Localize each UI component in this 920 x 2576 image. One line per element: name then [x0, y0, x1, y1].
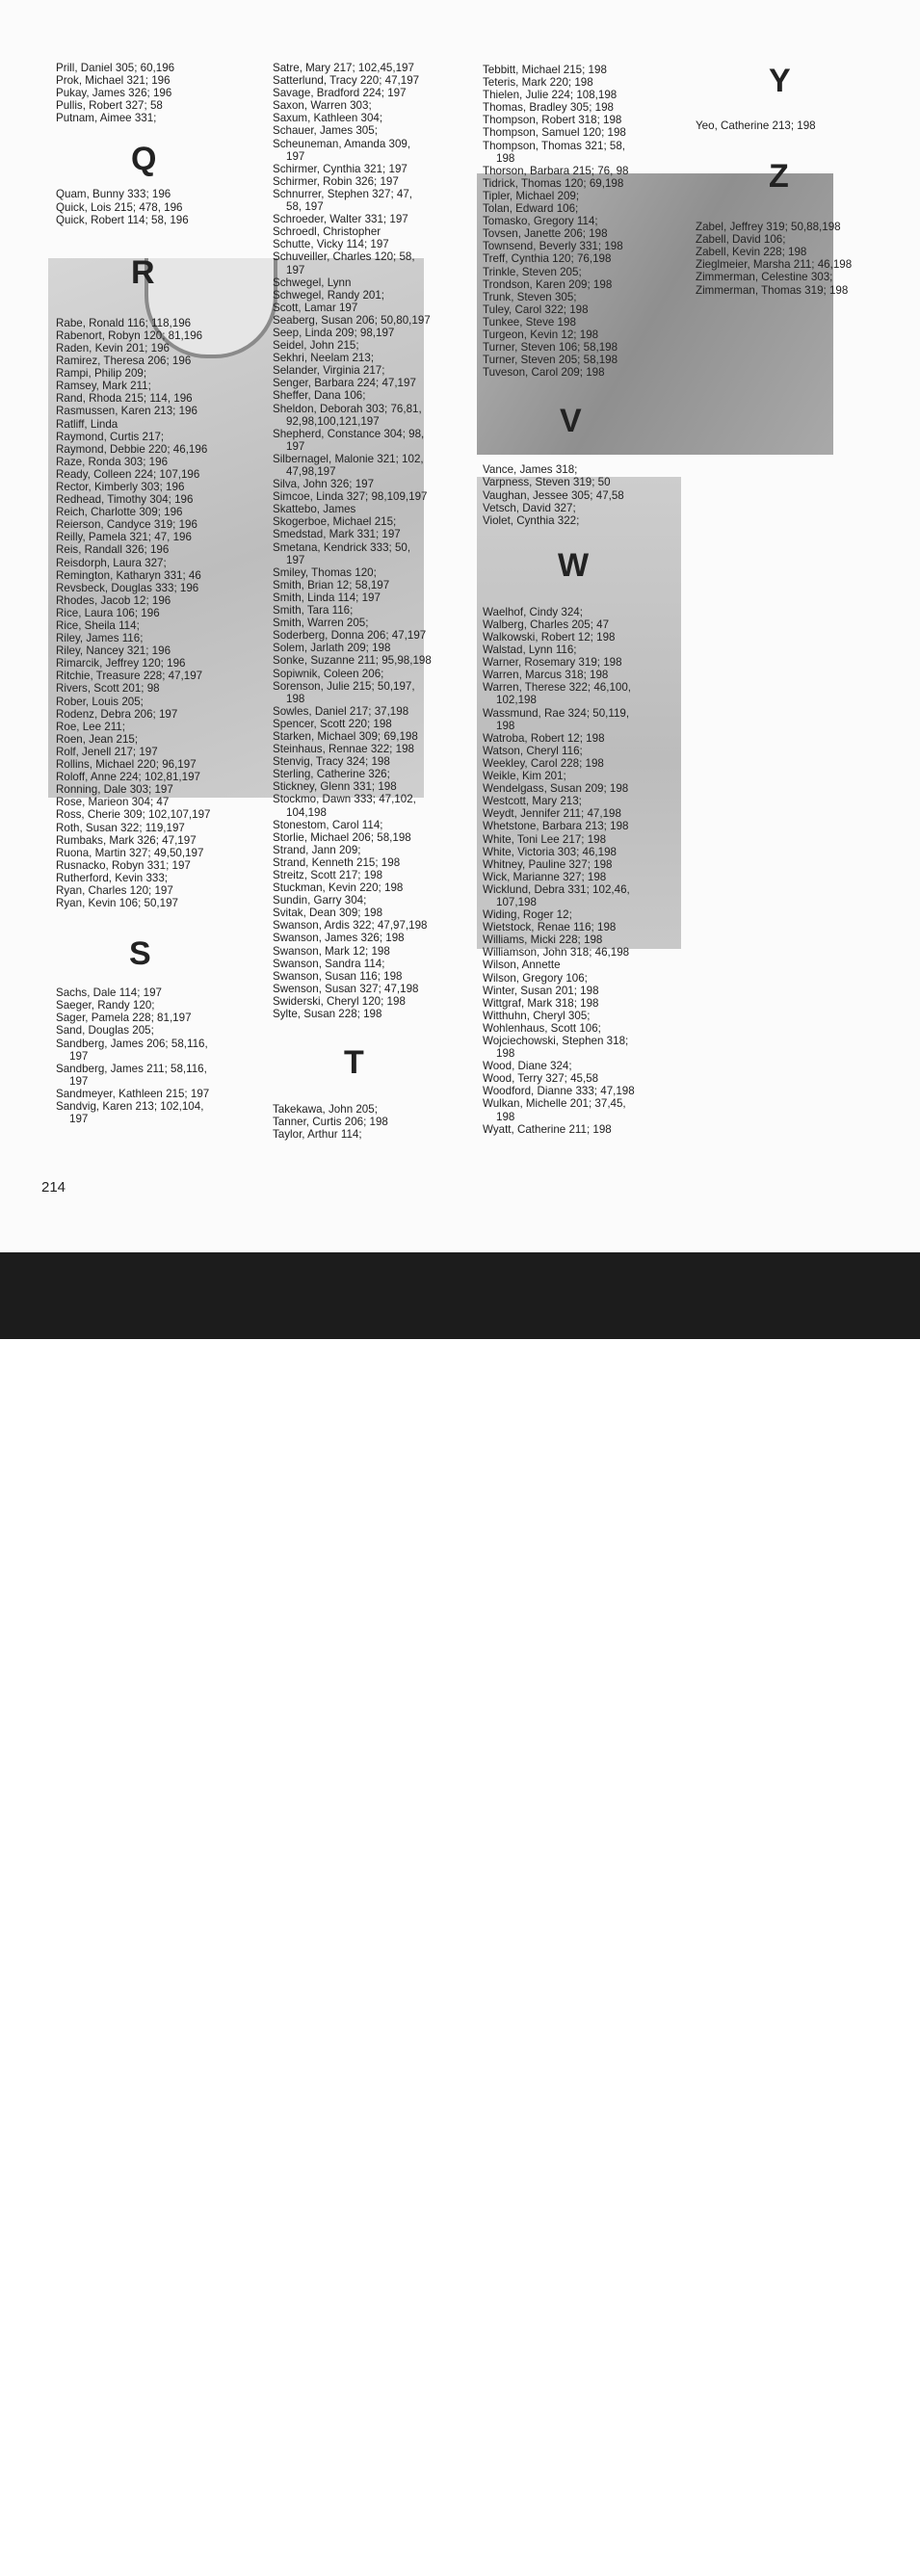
index-column-3 [483, 64, 635, 1136]
spacer [696, 196, 852, 221]
index-entry: Riley, Nancey 321; 196 [56, 644, 171, 658]
index-entry: Rector, Kimberly 303; 196 [56, 480, 185, 493]
index-entry: Saxum, Kathleen 304; [273, 112, 383, 125]
index-entry: Warren, Marcus 318; 198 [483, 669, 609, 682]
index-entry: Schnurrer, Stephen 327; 47, [273, 187, 413, 200]
index-entry: Sonke, Suzanne 211; 95,98,198 [273, 654, 432, 668]
image-id-text: Image ID: 3A8WWM2 [742, 2530, 891, 2546]
index-entry: Smiley, Thomas 120; [273, 565, 377, 579]
index-entry-continuation: 197 [69, 1113, 89, 1126]
index-entry: Raze, Ronda 303; 196 [56, 455, 169, 468]
index-entry: Spencer, Scott 220; 198 [273, 717, 392, 730]
index-entry: Senger, Barbara 224; 47,197 [273, 377, 416, 390]
index-entry: Vaughan, Jessee 305; 47,58 [483, 488, 624, 502]
index-page [0, 0, 920, 1252]
index-entry: Pullis, Robert 327; 58 [56, 99, 163, 113]
index-entry: Tuveson, Carol 209; 198 [483, 366, 605, 380]
index-entry: Quick, Robert 114; 58, 196 [56, 213, 189, 226]
index-entry: Silbernagel, Malonie 321; 102, [273, 452, 424, 465]
index-entry: Swanson, Susan 116; 198 [273, 969, 403, 983]
index-entry: Quam, Bunny 333; 196 [56, 188, 171, 201]
index-entry: Rimarcik, Jeffrey 120; 196 [56, 657, 186, 670]
index-entry: Ryan, Kevin 106; 50,197 [56, 897, 178, 910]
index-entry: Ramirez, Theresa 206; 196 [56, 355, 192, 368]
index-entry: Yeo, Catherine 213; 198 [696, 119, 816, 132]
index-entry: Skattebo, James [273, 503, 356, 516]
index-entry: Reisdorph, Laura 327; [56, 556, 167, 569]
index-entry: Reich, Charlotte 309; 196 [56, 506, 183, 519]
index-entry: Rampi, Philip 209; [56, 367, 147, 381]
index-entry: Rabenort, Robyn 120; 81,196 [56, 329, 203, 342]
index-entry: Rasmussen, Karen 213; 196 [56, 405, 197, 418]
index-entry: Tuley, Carol 322; 198 [483, 302, 589, 316]
index-entry: Rollins, Michael 220; 96,197 [56, 758, 197, 772]
index-entry: Treff, Cynthia 120; 76,198 [483, 252, 612, 266]
index-entry: Tipler, Michael 209; [483, 189, 580, 202]
index-entry: Ruona, Martin 327; 49,50,197 [56, 846, 204, 859]
index-entry: Schauer, James 305; [273, 124, 378, 138]
index-entry: Schutte, Vicky 114; 197 [273, 238, 389, 251]
index-entry: Seidel, John 215; [273, 339, 359, 353]
index-entry: Ready, Colleen 224; 107,196 [56, 467, 200, 481]
index-entry: Sorenson, Julie 215; 50,197, [273, 679, 415, 693]
index-entry: Sundin, Garry 304; [273, 894, 367, 907]
index-entry: Stickney, Glenn 331; 198 [273, 780, 397, 794]
index-entry-continuation: 197 [286, 263, 305, 276]
index-entry: Sand, Douglas 205; [56, 1024, 154, 1038]
index-entry: Tomasko, Gregory 114; [483, 215, 598, 228]
watermark-info [742, 2526, 891, 2576]
index-entry: Shepherd, Constance 304; 98, [273, 427, 425, 440]
index-entry: Raden, Kevin 201; 196 [56, 341, 170, 355]
section-letter: Z [769, 158, 789, 196]
index-column-2 [273, 62, 432, 1141]
index-entry: Weikle, Kim 201; [483, 770, 566, 783]
index-entry: Selander, Virginia 217; [273, 364, 385, 378]
index-entry: Roth, Susan 322; 119,197 [56, 821, 185, 834]
index-entry: Warner, Rosemary 319; 198 [483, 656, 622, 670]
index-entry: Prok, Michael 321; 196 [56, 74, 171, 88]
index-entry: Quick, Lois 215; 478, 196 [56, 200, 183, 214]
index-entry: Rose, Marieon 304; 47 [56, 796, 170, 809]
index-entry: Thompson, Samuel 120; 198 [483, 126, 626, 140]
index-entry: Schwegel, Randy 201; [273, 288, 385, 302]
index-entry: Tebbitt, Michael 215; 198 [483, 64, 607, 76]
index-entry: Ratliff, Linda [56, 417, 118, 431]
index-entry: Watroba, Robert 12; 198 [483, 731, 605, 745]
index-entry: Remington, Katharyn 331; 46 [56, 568, 201, 582]
spacer [56, 292, 211, 317]
index-entry: Wicklund, Debra 331; 102,46, [483, 882, 630, 896]
index-entry: Rodenz, Debra 206; 197 [56, 707, 178, 721]
section-letter: Y [769, 63, 791, 99]
index-entry: Prill, Daniel 305; 60,196 [56, 62, 175, 74]
index-entry: Savage, Bradford 224; 197 [273, 87, 407, 100]
index-entry: Warren, Therese 322; 46,100, [483, 681, 632, 695]
index-entry: Roloff, Anne 224; 102,81,197 [56, 771, 200, 784]
index-entry: Zimmerman, Thomas 319; 198 [696, 283, 849, 297]
index-entry: Teteris, Mark 220; 198 [483, 76, 593, 90]
index-entry: Smith, Warren 205; [273, 617, 369, 630]
index-entry: Turner, Steven 205; 58,198 [483, 354, 618, 367]
index-entry: White, Toni Lee 217; 198 [483, 832, 607, 846]
spacer [696, 100, 852, 119]
index-entry: Reilly, Pamela 321; 47, 196 [56, 531, 192, 544]
index-entry: Sekhri, Neelam 213; [273, 352, 375, 365]
index-entry: Smith, Brian 12; 58,197 [273, 578, 390, 591]
index-entry: Scott, Lamar 197 [273, 301, 358, 314]
spacer [56, 226, 211, 253]
index-entry-continuation: 197 [69, 1074, 89, 1088]
index-entry: Walberg, Charles 205; 47 [483, 618, 610, 631]
index-entry: Svitak, Dean 309; 198 [273, 907, 383, 920]
index-entry: Westcott, Mary 213; [483, 795, 582, 808]
index-entry: Thompson, Robert 318; 198 [483, 114, 622, 127]
index-entry: Reis, Randall 326; 196 [56, 543, 170, 557]
index-entry-continuation: 107,198 [496, 895, 537, 908]
index-entry-continuation: 92,98,100,121,197 [286, 414, 380, 428]
spacer [483, 527, 635, 546]
index-entry: Rice, Laura 106; 196 [56, 606, 160, 619]
index-entry: Wilson, Gregory 106; [483, 971, 588, 985]
index-entry: Sandberg, James 206; 58,116, [56, 1037, 208, 1050]
index-entry: Wendelgass, Susan 209; 198 [483, 782, 629, 796]
index-entry: Ronning, Dale 303; 197 [56, 783, 173, 797]
index-entry: Townsend, Beverly 331; 198 [483, 240, 623, 253]
index-entry: Wulkan, Michelle 201; 37,45, [483, 1097, 626, 1111]
index-entry: Trondson, Karen 209; 198 [483, 277, 613, 291]
spacer [56, 909, 211, 934]
spacer [696, 132, 852, 157]
index-entry: Soderberg, Donna 206; 47,197 [273, 629, 427, 643]
index-entry: Tovsen, Janette 206; 198 [483, 227, 608, 241]
index-entry-continuation: 197 [286, 149, 305, 163]
source-url-text: www.alamy.com [780, 2555, 891, 2571]
index-entry: Thielen, Julie 224; 108,198 [483, 89, 618, 102]
index-entry: Tunkee, Steve 198 [483, 315, 576, 329]
index-entry: Widing, Roger 12; [483, 908, 572, 922]
index-entry: Roen, Jean 215; [56, 732, 139, 746]
index-entry: Swiderski, Cheryl 120; 198 [273, 994, 406, 1008]
index-entry: Stonestom, Carol 114; [273, 818, 383, 831]
section-letter: S [129, 935, 151, 973]
index-entry-continuation: 104,198 [286, 805, 327, 819]
index-entry: Solem, Jarlath 209; 198 [273, 642, 391, 655]
index-entry: Smedstad, Mark 331; 197 [273, 528, 401, 541]
index-entry: Vance, James 318; [483, 463, 578, 477]
index-entry: Winter, Susan 201; 198 [483, 984, 599, 997]
spacer [56, 124, 211, 140]
spacer [56, 973, 211, 986]
index-entry: Raymond, Debbie 220; 46,196 [56, 442, 208, 456]
index-entry: Sachs, Dale 114; 197 [56, 986, 162, 1000]
index-entry: Trinkle, Steven 205; [483, 265, 582, 278]
index-entry: Ross, Cherie 309; 102,107,197 [56, 808, 211, 822]
index-entry: Swanson, Sandra 114; [273, 957, 385, 970]
index-entry: Trunk, Steven 305; [483, 290, 577, 303]
watermark-logo: alamy [29, 2522, 134, 2564]
index-entry: Schroedl, Christopher [273, 225, 381, 239]
index-entry: Watson, Cheryl 116; [483, 744, 583, 757]
index-entry: Ritchie, Treasure 228; 47,197 [56, 670, 203, 683]
spacer [483, 585, 635, 606]
index-entry: White, Victoria 303; 46,198 [483, 845, 617, 858]
index-entry: Smith, Linda 114; 197 [273, 591, 381, 604]
index-entry: Scheuneman, Amanda 309, [273, 137, 411, 150]
index-entry: Stuckman, Kevin 220; 198 [273, 881, 404, 895]
section-letter: T [344, 1044, 364, 1082]
section-letter: Q [131, 141, 157, 178]
spacer [483, 440, 635, 463]
index-entry: Takekawa, John 205; [273, 1103, 378, 1117]
index-entry: Weydt, Jennifer 211; 47,198 [483, 807, 621, 821]
index-entry: Sheldon, Deborah 303; 76,81, [273, 402, 422, 415]
index-entry: Smetana, Kendrick 333; 50, [273, 540, 411, 554]
index-entry: Reierson, Candyce 319; 196 [56, 518, 197, 532]
index-entry: Sopiwnik, Coleen 206; [273, 667, 384, 680]
index-entry: Sylte, Susan 228; 198 [273, 1008, 382, 1021]
index-entry: Raymond, Curtis 217; [56, 430, 165, 443]
index-entry: Thomas, Bradley 305; 198 [483, 101, 614, 115]
index-entry: Whitney, Pauline 327; 198 [483, 857, 613, 871]
index-entry: Satterlund, Tracy 220; 47,197 [273, 74, 420, 88]
index-entry: Wilson, Annette [483, 959, 561, 972]
index-entry: Whetstone, Barbara 213; 198 [483, 820, 629, 833]
index-entry: Thompson, Thomas 321; 58, [483, 139, 626, 152]
index-entry: Starken, Michael 309; 69,198 [273, 729, 418, 743]
index-entry-continuation: 198 [496, 1110, 515, 1123]
index-entry: Wittgraf, Mark 318; 198 [483, 996, 599, 1010]
index-entry: Turgeon, Kevin 12; 198 [483, 328, 599, 341]
index-entry: Roe, Lee 211; [56, 720, 125, 733]
index-entry-continuation: 102,198 [496, 694, 537, 707]
index-column-1 [56, 62, 211, 1125]
index-entry: Smith, Tara 116; [273, 604, 354, 618]
index-entry: Swanson, Mark 12; 198 [273, 944, 390, 958]
index-entry: Rabe, Ronald 116; 118,196 [56, 316, 192, 329]
index-entry: Sheffer, Dana 106; [273, 389, 366, 403]
index-entry: Walstad, Lynn 116; [483, 644, 577, 657]
index-entry: Wohlenhaus, Scott 106; [483, 1021, 601, 1035]
index-entry: Zimmerman, Celestine 303; [696, 271, 833, 284]
index-entry: Rivers, Scott 201; 98 [56, 682, 160, 696]
spacer [483, 379, 635, 402]
index-entry: Steinhaus, Rennae 322; 198 [273, 743, 414, 756]
index-entry: Wood, Diane 324; [483, 1060, 572, 1073]
index-entry: Rand, Rhoda 215; 114, 196 [56, 392, 193, 406]
index-entry: Wojciechowski, Stephen 318; [483, 1035, 629, 1047]
index-entry: Waelhof, Cindy 324; [483, 605, 583, 618]
index-entry: Ryan, Charles 120; 197 [56, 883, 173, 897]
index-entry: Zabell, Kevin 228; 198 [696, 246, 807, 259]
index-entry: Simcoe, Linda 327; 98,109,197 [273, 490, 428, 504]
index-entry-continuation: 198 [496, 719, 515, 732]
index-entry: Schwegel, Lynn [273, 276, 352, 289]
index-entry: Tanner, Curtis 206; 198 [273, 1116, 388, 1129]
index-entry: Thorson, Barbara 215; 76, 98 [483, 164, 629, 177]
index-entry: Saxon, Warren 303; [273, 99, 372, 113]
index-entry: Schuveiller, Charles 120; 58, [273, 250, 415, 264]
index-entry: Sterling, Catherine 326; [273, 768, 390, 781]
index-entry: Tolan, Edward 106; [483, 202, 579, 216]
index-entry: Riley, James 116; [56, 632, 144, 645]
index-entry: Turner, Steven 106; 58,198 [483, 341, 618, 355]
index-entry: Rusnacko, Robyn 331; 197 [56, 858, 191, 872]
index-entry: Schroeder, Walter 331; 197 [273, 213, 408, 226]
index-entry: Seep, Linda 209; 98,197 [273, 326, 395, 339]
index-entry: Zabel, Jeffrey 319; 50,88,198 [696, 221, 841, 234]
index-entry: Putnam, Aimee 331; [56, 112, 157, 125]
index-entry-continuation: 197 [69, 1049, 89, 1063]
index-entry-continuation: 198 [496, 151, 515, 165]
index-entry: Witthuhn, Cheryl 305; [483, 1009, 591, 1022]
index-entry: Saeger, Randy 120; [56, 999, 155, 1012]
index-entry: Sandberg, James 211; 58,116, [56, 1062, 207, 1075]
index-entry: Rutherford, Kevin 333; [56, 871, 169, 884]
index-entry: Rice, Sheila 114; [56, 619, 140, 632]
spacer [273, 1020, 432, 1043]
spacer [56, 178, 211, 188]
index-entry: Swenson, Susan 327; 47,198 [273, 982, 419, 995]
index-entry-continuation: 47,98,197 [286, 465, 336, 478]
index-entry: Tidrick, Thomas 120; 69,198 [483, 176, 624, 190]
index-entry: Wick, Marianne 327; 198 [483, 870, 607, 883]
index-entry: Stenvig, Tracy 324; 198 [273, 755, 390, 769]
page-number: 214 [41, 1179, 66, 1196]
spacer [273, 1082, 432, 1103]
index-entry: Ramsey, Mark 211; [56, 380, 151, 393]
index-entry: Streitz, Scott 217; 198 [273, 869, 383, 881]
index-entry: Silva, John 326; 197 [273, 478, 375, 491]
index-entry: Schirmer, Robin 326; 197 [273, 174, 399, 188]
index-entry: Williams, Micki 228; 198 [483, 933, 603, 947]
index-column-4 [696, 62, 852, 297]
index-entry: Weekley, Carol 228; 198 [483, 756, 604, 770]
index-entry: Strand, Jann 209; [273, 843, 361, 856]
index-entry: Sandvig, Karen 213; 102,104, [56, 1100, 204, 1113]
index-entry: Varpness, Steven 319; 50 [483, 476, 611, 489]
index-entry: Wyatt, Catherine 211; 198 [483, 1122, 612, 1136]
index-entry: Violet, Cynthia 322; [483, 513, 580, 527]
index-entry: Swanson, James 326; 198 [273, 932, 405, 945]
index-entry: Zieglmeier, Marsha 211; 46,198 [696, 258, 853, 272]
index-entry: Wietstock, Renae 116; 198 [483, 921, 617, 934]
index-entry: Wassmund, Rae 324; 50,119, [483, 706, 630, 720]
index-entry-continuation: 198 [496, 1047, 515, 1061]
index-entry: Strand, Kenneth 215; 198 [273, 855, 401, 869]
index-entry: Stockmo, Dawn 333; 47,102, [273, 793, 416, 806]
index-entry: Redhead, Timothy 304; 196 [56, 493, 194, 507]
index-entry: Woodford, Dianne 333; 47,198 [483, 1085, 635, 1098]
index-entry-continuation: 197 [286, 439, 305, 453]
index-entry: Skogerboe, Michael 215; [273, 515, 397, 529]
index-entry: Sandmeyer, Kathleen 215; 197 [56, 1087, 210, 1100]
index-entry-continuation: 197 [286, 553, 305, 566]
index-entry: Walkowski, Robert 12; 198 [483, 631, 616, 644]
index-entry: Zabell, David 106; [696, 233, 786, 247]
index-entry: Wood, Terry 327; 45,58 [483, 1072, 599, 1086]
index-entry: Satre, Mary 217; 102,45,197 [273, 62, 414, 74]
index-entry: Pukay, James 326; 196 [56, 87, 172, 100]
index-entry: Rolf, Jenell 217; 197 [56, 745, 158, 758]
index-entry: Storlie, Michael 206; 58,198 [273, 830, 411, 844]
index-entry: Swanson, Ardis 322; 47,97,198 [273, 919, 428, 933]
index-entry: Rober, Louis 205; [56, 695, 144, 708]
index-entry: Williamson, John 318; 46,198 [483, 946, 630, 959]
index-entry-continuation: 58, 197 [286, 200, 324, 214]
index-entry: Rumbaks, Mark 326; 47,197 [56, 833, 197, 847]
index-entry: Taylor, Arthur 114; [273, 1128, 362, 1142]
index-entry: Sager, Pamela 228; 81,197 [56, 1012, 192, 1025]
index-entry: Revsbeck, Douglas 333; 196 [56, 581, 199, 594]
section-letter: R [131, 253, 155, 291]
index-entry-continuation: 198 [286, 692, 305, 705]
index-entry: Rhodes, Jacob 12; 196 [56, 593, 171, 607]
watermark-footer [0, 1252, 920, 2571]
section-letter: V [560, 403, 582, 440]
section-letter: W [558, 546, 590, 584]
index-entry: Schirmer, Cynthia 321; 197 [273, 162, 407, 175]
index-entry: Vetsch, David 327; [483, 501, 576, 514]
index-entry: Sowles, Daniel 217; 37,198 [273, 704, 409, 718]
index-entry: Seaberg, Susan 206; 50,80,197 [273, 313, 431, 327]
